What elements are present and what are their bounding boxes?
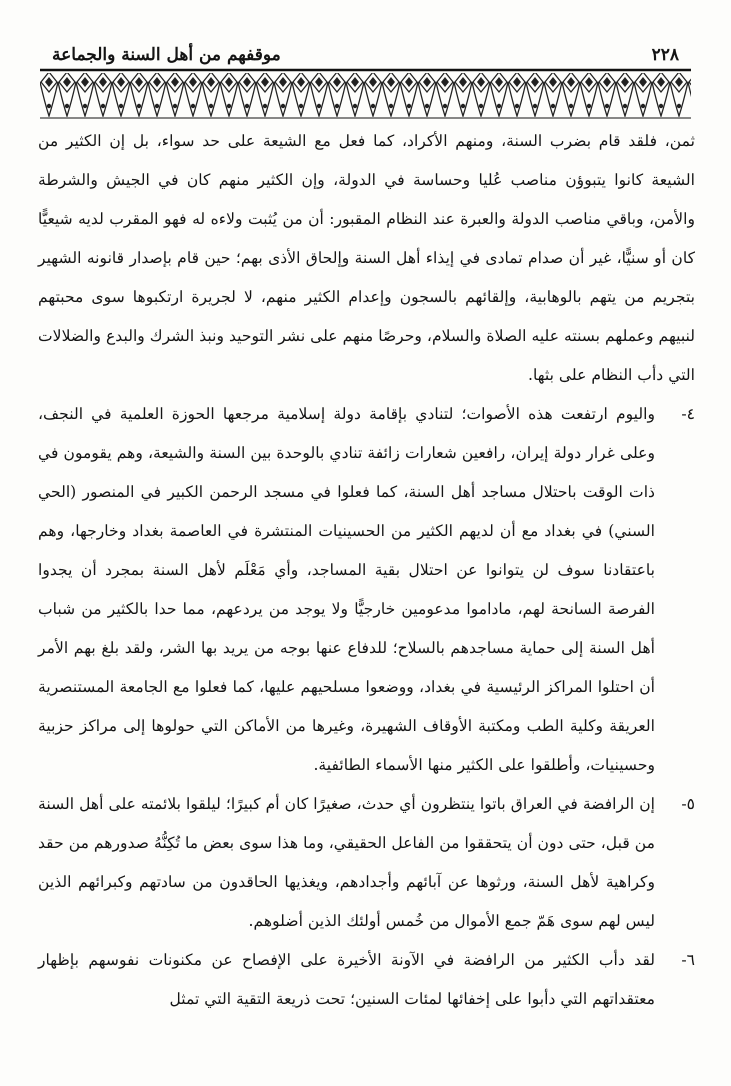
item-number: ٦-: [681, 951, 695, 969]
item-number: ٤-: [681, 405, 695, 423]
item-number: ٥-: [681, 795, 695, 813]
item-text: لقد دأب الكثير من الرافضة في الآونة الأخيرة على الإفصاح عن مكنونات نفوسهم بإظهار معتقداتهم التي دأبوا على إخفائها لمئات السنين؛ تحت ذريعة التقية التي تمثل: [38, 951, 655, 1008]
list-item: [38, 395, 695, 785]
continuation-paragraph: ثمن، فلقد قام بضرب السنة، ومنهم الأكراد، كما فعل مع الشيعة على حد سواء، بل إن الكثير من الشيعة كانوا يتبوؤن مناصب عُليا وحساسة في الدولة، وإن الكثير منهم كان في الجيش والشرطة والأمن، وباقي مناصب الدولة والعبرة عند النظام المقبور: أن من يُثبت ولاءه له فهو المقرب لديه شيعيًّا كان أو سنيًّا، غير أن صدام تمادى في إيذاء أهل السنة وإلحاق الأذى بهم؛ حين قام بإصدار قانونه الشهير بتجريم من يتهم بالوهابية، وإلقائهم بالسجون وإعدام الكثير منهم، لا لجريرة ارتكبوها سوى محبتهم لنبيهم وعملهم بسنته عليه الصلاة والسلام، وحرصًا منهم على نشر التوحيد ونبذ الشرك والبدع والضلالات التي دأب النظام على بثها.: [38, 132, 695, 384]
list-item: [38, 941, 695, 1019]
running-title: موقفهم من أهل السنة والجماعة: [52, 45, 281, 65]
page-number: ٢٢٨: [651, 45, 679, 65]
ornamental-border: [40, 68, 691, 120]
page-header: [52, 44, 679, 66]
page-body: [38, 122, 695, 1019]
item-text: إن الرافضة في العراق باتوا ينتظرون أي حدث، صغيرًا كان أم كبيرًا؛ ليلقوا بلائمته على أهل السنة من قبل، حتى دون أن يتحققوا من الفاعل الحقيقي، وما هذا سوى بعض ما تُكِنُّهُ صدورهم من حقد وكراهية لأهل السنة، ورثوها عن آبائهم وأجدادهم، ويغذيها الحاقدون من سادتهم وكبرائهم الذين ليس لهم سوى هَمّ جمع الأموال من خُمس أولئك الذين أضلوهم.: [38, 795, 655, 930]
item-text: واليوم ارتفعت هذه الأصوات؛ لتنادي بإقامة دولة إسلامية مرجعها الحوزة العلمية في النجف، وعلى غرار دولة إيران، رافعين شعارات زائفة تنادي بالوحدة بين السنة والشيعة، وهم يقومون في ذات الوقت باحتلال مساجد أهل السنة، كما فعلوا في مسجد الرحمن الكبير في المنصور (الحي السني) في بغداد مع أن لديهم الكثير من الحسينيات المنتشرة في العاصمة بغداد وخارجها، وهم باعتقادنا سوف لن يتوانوا عن احتلال بقية المساجد، وأي مَعْلَم لأهل السنة بمجرد أن يجدوا الفرصة السانحة لهم، ماداموا مدعومين خارجيًّا ولا يوجد من يردعهم، مما حدا بالكثير من شباب أهل السنة إلى حماية مساجدهم بالسلاح؛ للدفاع عنها بوجه من يريد بها الشر، ولقد بلغ بهم الأمر أن احتلوا المراكز الرئيسية في بغداد، ووضعوا مسلحيهم عليها، كما فعلوا مع الجامعة المستنصرية العريقة وكلية الطب ومكتبة الأوقاف الشهيرة، وغيرها من الأماكن التي حولوها إلى مراكز حزبية وحسينيات، وأطلقوا على الكثير منها الأسماء الطائفية.: [38, 405, 655, 774]
list-item: [38, 785, 695, 941]
